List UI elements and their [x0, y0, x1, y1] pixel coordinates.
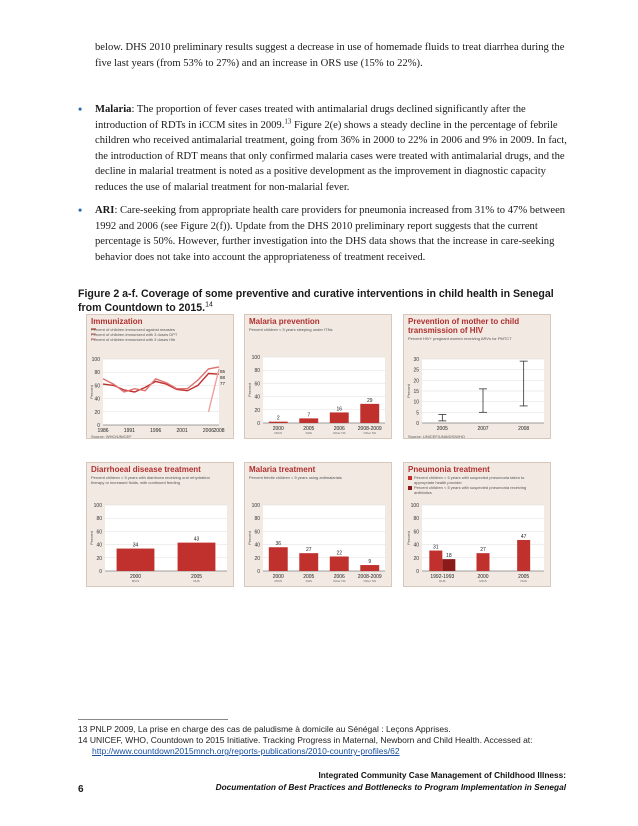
- x-tick-label: 2000: [129, 574, 142, 580]
- x-tick-label: 1992-1993: [430, 574, 455, 580]
- page-number: 6: [78, 784, 84, 795]
- bullet-ari: [78, 203, 568, 265]
- x-tick-label: 2005: [436, 426, 448, 432]
- data-label: 36: [275, 541, 282, 548]
- y-axis-label: Percent: [406, 384, 411, 398]
- y-tick-label: 60: [96, 529, 102, 536]
- bar: [178, 543, 216, 571]
- footnote-link[interactable]: http://www.countdown2015mnch.org/reports-publications/2010-country-profiles/62: [92, 746, 400, 756]
- bullet-text-continued: Figure 2(e) shows a steady decline in the percentage of febrile children who received antimalarial treatment, going from 36% in 2000 to 22% in 2006 and 9% in 2009. In fact, the introduction of RDT means that only confirmed malaria cases were treated with antimalarial drugs, and the decline in malarial treatment is noted as a positive development as the improvement in diagnostic capacity reduces the use of malarial treatment for non-malarial fever.: [95, 119, 567, 193]
- y-tick-label: 80: [254, 368, 260, 375]
- chart-title: Malaria treatment: [249, 465, 316, 474]
- bar: [360, 565, 379, 571]
- y-tick-label: 10: [413, 399, 419, 406]
- y-axis-label: Percent: [247, 383, 252, 397]
- data-label: 7: [307, 412, 311, 419]
- y-tick-label: 80: [94, 370, 100, 377]
- footer-subtitle: Documentation of Best Practices and Bottlenecks to Program Implementation in Senegal: [215, 782, 566, 792]
- x-tick-label: 2008: [518, 426, 530, 432]
- x-tick-label: 1986: [97, 428, 109, 434]
- y-tick-label: 100: [91, 357, 100, 363]
- chart-subtitle: Percent children < 5 years sleeping under ITNs: [249, 327, 333, 332]
- footnote-ref[interactable]: 14: [205, 300, 213, 308]
- bar: [429, 551, 442, 571]
- y-tick-label: 40: [413, 542, 419, 549]
- intro-paragraph: below. DHS 2010 preliminary results suggest a decrease in use of homemade fluids to treat diarrhea during the five last years (from 53% to 27%) and an increase in ORS use (15% to 22%).: [95, 42, 565, 69]
- footnote-number: 14: [78, 735, 88, 745]
- x-tick-label: 2000: [272, 574, 284, 580]
- footnote-14: [78, 735, 578, 747]
- footnote-13: [78, 724, 578, 736]
- data-label: 22: [336, 550, 343, 557]
- bar: [476, 553, 489, 571]
- bar: [330, 412, 349, 423]
- bar: [299, 553, 318, 571]
- legend-entry: Percent children < 5 years with suspected pneumonia taken to appropriate health provider: [414, 475, 525, 485]
- end-label: 77: [220, 381, 226, 386]
- data-label: 2: [276, 415, 280, 422]
- bar: [517, 540, 530, 571]
- y-tick-label: 40: [94, 396, 100, 403]
- y-tick-label: 0: [257, 421, 260, 427]
- chart-malaria-treatment: [244, 462, 392, 587]
- chart-title: Immunization: [91, 317, 143, 326]
- y-tick-label: 80: [96, 516, 102, 523]
- x-tick-label: 2008: [213, 428, 225, 434]
- chart-diarrhoeal-treatment: [86, 462, 234, 587]
- data-label: 34: [132, 542, 139, 549]
- figure-caption: [78, 288, 568, 315]
- y-tick-label: 0: [416, 421, 419, 427]
- end-label: 88: [220, 375, 226, 380]
- x-sub-label: Other NS: [332, 579, 346, 583]
- x-sub-label: MICS: [274, 431, 282, 435]
- y-axis-label: Percent: [89, 385, 94, 399]
- y-tick-label: 80: [413, 516, 419, 523]
- x-sub-label: DHS: [193, 579, 200, 583]
- x-tick-label: 2006: [333, 574, 345, 580]
- footnote-text: UNICEF, WHO, Countdown to 2015 Initiative. Tracking Progress in Maternal, Newborn and Child Health. Accessed at:: [89, 735, 533, 745]
- y-tick-label: 100: [251, 503, 260, 509]
- bullet-term: ARI: [95, 205, 115, 216]
- x-tick-label: 2007: [477, 426, 489, 432]
- bar: [269, 547, 288, 571]
- figure-caption-text: Figure 2 a-f. Coverage of some preventive and curative interventions in child health in Senegal from Countdown to 2015.: [78, 288, 554, 314]
- bullet-term: Malaria: [95, 104, 132, 115]
- y-tick-label: 15: [413, 389, 419, 395]
- y-tick-label: 100: [251, 355, 260, 361]
- end-label: 85: [220, 369, 226, 374]
- x-sub-label: DHS: [520, 579, 527, 583]
- y-tick-label: 60: [254, 381, 260, 388]
- y-axis-label: Percent: [89, 531, 94, 545]
- footnote-link-line: [92, 746, 592, 758]
- footnote-ref[interactable]: 13: [284, 116, 292, 125]
- y-tick-label: 25: [413, 367, 419, 374]
- x-tick-label: 2006: [333, 426, 345, 432]
- y-tick-label: 30: [413, 357, 419, 363]
- y-tick-label: 0: [416, 569, 419, 575]
- chart-svg: [245, 463, 392, 587]
- bullet-icon: •: [78, 102, 83, 116]
- y-tick-label: 0: [99, 569, 102, 575]
- chart-svg: [245, 315, 392, 439]
- bullet-icon: •: [78, 203, 83, 217]
- y-tick-label: 0: [257, 569, 260, 575]
- x-tick-label: 2001: [176, 428, 188, 434]
- x-tick-label: 2005: [518, 574, 530, 580]
- x-tick-label: 2005: [190, 574, 203, 580]
- data-label: 16: [336, 406, 343, 413]
- y-axis-label: Percent: [406, 531, 411, 545]
- footer-title: Integrated Community Case Management of Childhood Illness:: [318, 770, 566, 780]
- data-label: 27: [480, 547, 486, 554]
- data-label: 43: [193, 536, 200, 543]
- y-axis-label: Percent: [247, 531, 252, 545]
- chart-pneumonia-treatment: [403, 462, 551, 587]
- bullet-text: : Care-seeking from appropriate health care providers for pneumonia increased from 31% to 47% between 1992 and 2006 (see Figure 2(f)). Update from the DHS 2010 preliminary report suggests that the current percentage is 50%. However, further investigation into the DHS data shows that the increase in care-seeking behavior does not take into account the appropriateness of treatment received.: [95, 205, 566, 263]
- legend-swatch: [408, 486, 412, 490]
- chart-immunization: [86, 314, 234, 439]
- data-label: 27: [305, 547, 312, 554]
- footnote-text: PNLP 2009, La prise en charge des cas de paludisme à domicile au Sénégal : Leçons Apprises.: [89, 724, 451, 734]
- y-tick-label: 5: [416, 410, 419, 417]
- x-sub-label: MICS: [274, 579, 282, 583]
- x-sub-label: Other NS: [363, 579, 377, 583]
- chart-title: Prevention of mother to child transmission of HIV: [408, 317, 520, 335]
- y-tick-label: 80: [254, 516, 260, 523]
- footnote-number: 13: [78, 724, 88, 734]
- legend-entry: Percent children < 5 years with suspected pneumonia receiving antibiotics: [414, 485, 527, 495]
- y-tick-label: 20: [413, 378, 419, 385]
- x-tick-label: 2008-2009: [357, 574, 382, 580]
- legend-entry: Percent of children immunized with 3 doses DPT: [91, 332, 178, 337]
- data-label: 47: [520, 533, 527, 540]
- chart-pmtct: [403, 314, 551, 439]
- x-tick-label: 2006: [202, 428, 215, 434]
- data-label: 29: [366, 397, 373, 404]
- chart-title: Malaria prevention: [249, 317, 320, 326]
- x-tick-label: 2005: [303, 426, 315, 432]
- chart-malaria-prevention: [244, 314, 392, 439]
- legend-entry: Percent of children immunized with 3 doses Hib: [91, 337, 176, 342]
- y-tick-label: 100: [410, 503, 419, 509]
- x-sub-label: MICS: [479, 579, 487, 583]
- x-sub-label: MICS: [131, 579, 140, 583]
- y-tick-label: 20: [94, 409, 100, 416]
- y-tick-label: 20: [254, 407, 260, 414]
- chart-source: Source: WHO/UNICEF: [91, 434, 132, 439]
- x-tick-label: 2008-2009: [357, 426, 382, 432]
- x-tick-label: 1996: [150, 428, 162, 434]
- x-tick-label: 2000: [477, 574, 489, 580]
- footnote-divider: [78, 719, 228, 720]
- y-tick-label: 20: [254, 555, 260, 562]
- data-label: 18: [446, 553, 452, 560]
- bar: [299, 418, 318, 423]
- y-tick-label: 40: [254, 542, 260, 549]
- chart-title: Pneumonia treatment: [408, 465, 490, 474]
- bullet-malaria: [78, 102, 568, 195]
- y-tick-label: 40: [254, 394, 260, 401]
- bar: [442, 559, 455, 571]
- x-sub-label: DHS: [305, 579, 312, 583]
- bullet-text: : The proportion of fever cases treated with antimalarial drugs declined significantly after the introduction of RDTs in iCCM sites in 2009.: [95, 104, 526, 131]
- chart-subtitle: Percent febrile children < 5 years using antimalarials: [249, 475, 342, 480]
- bar: [330, 556, 349, 571]
- y-tick-label: 60: [94, 383, 100, 390]
- y-tick-label: 60: [413, 529, 419, 536]
- chart-subtitle: Percent children < 5 years with diarrhoea receiving oral rehydration therapy or increased fluids, with continued feeding: [91, 475, 210, 485]
- y-tick-label: 100: [93, 503, 102, 509]
- x-sub-label: Other NS: [363, 431, 377, 435]
- bar: [117, 549, 155, 571]
- x-tick-label: 2005: [303, 574, 315, 580]
- plot-area: [103, 359, 219, 425]
- legend-swatch: [408, 476, 412, 480]
- x-sub-label: DHS: [305, 431, 312, 435]
- x-tick-label: 1991: [123, 428, 135, 434]
- x-tick-label: 2000: [272, 426, 284, 432]
- y-tick-label: 20: [413, 555, 419, 562]
- chart-source: Source: UNICEF/UNAIDS/WHO: [408, 434, 465, 439]
- bar: [269, 422, 288, 423]
- y-tick-label: 60: [254, 529, 260, 536]
- bar: [360, 404, 379, 423]
- y-tick-label: 20: [96, 555, 102, 562]
- chart-subtitle: Percent HIV+ pregnant women receiving ARVs for PMTCT: [408, 336, 512, 341]
- data-label: 9: [368, 559, 372, 566]
- y-tick-label: 40: [96, 542, 102, 549]
- chart-title: Diarrhoeal disease treatment: [91, 465, 201, 474]
- x-sub-label: Other NS: [332, 431, 346, 435]
- data-label: 31: [433, 544, 439, 551]
- x-sub-label: DHS: [439, 579, 446, 583]
- y-tick-label: 0: [97, 423, 100, 429]
- legend-entry: Percent of children immunized against measles: [91, 327, 175, 332]
